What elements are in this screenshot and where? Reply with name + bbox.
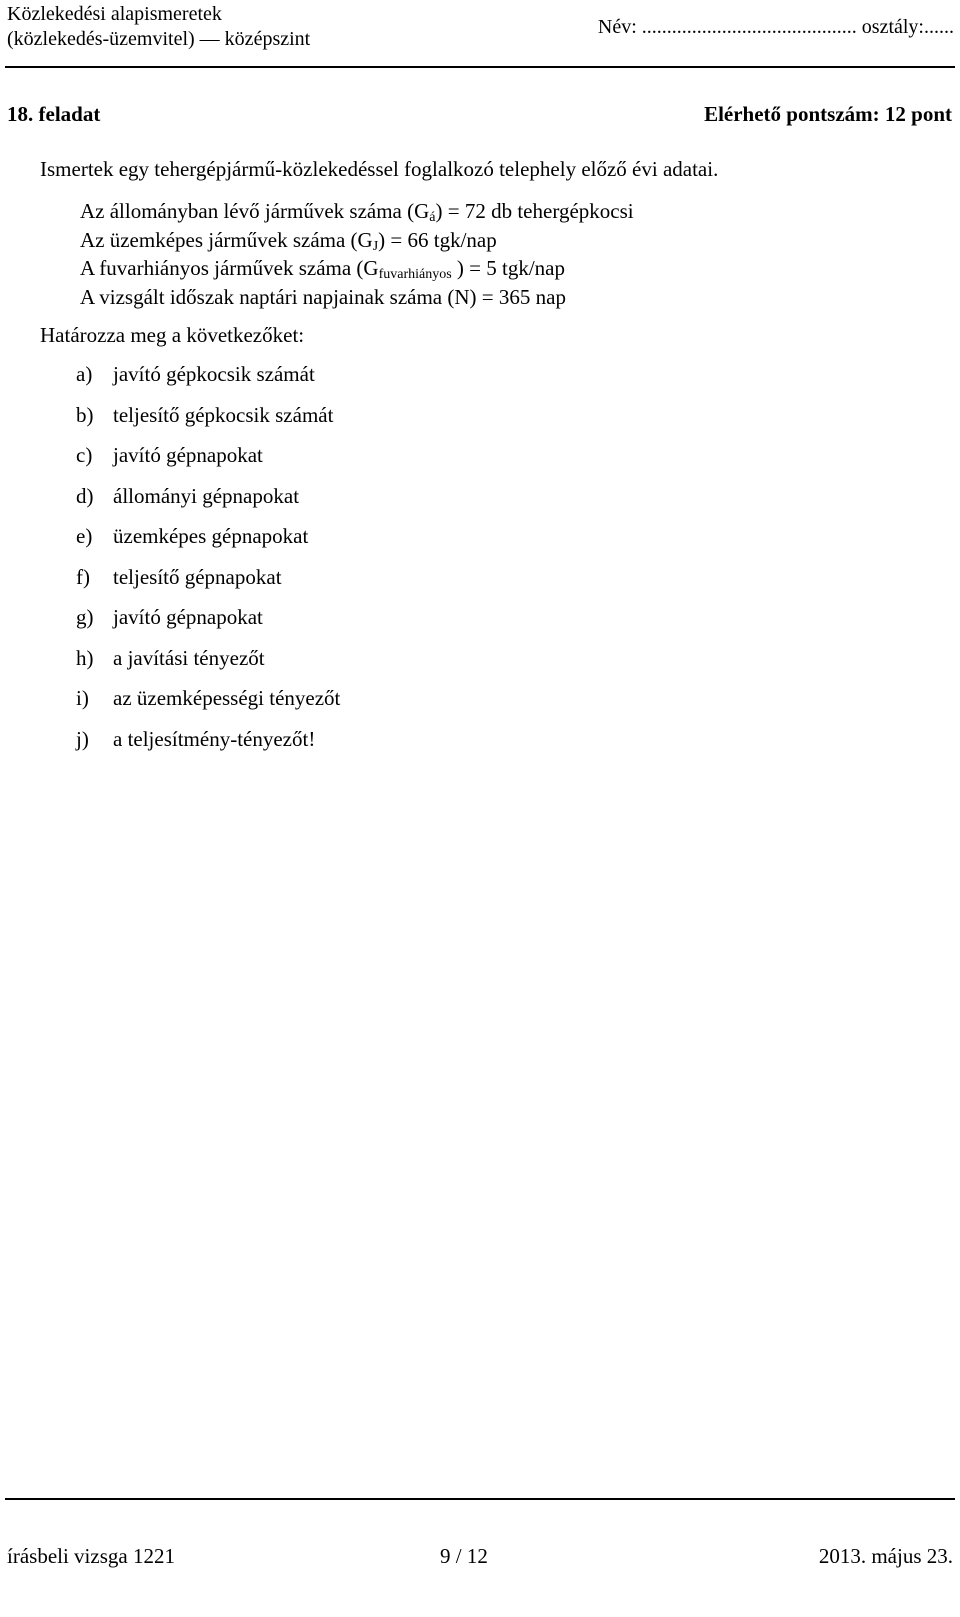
question-item: e) üzemképes gépnapokat — [76, 524, 309, 548]
given-data — [80, 197, 634, 311]
question-list — [76, 360, 340, 765]
question-item: f) teljesítő gépnapokat — [76, 564, 282, 589]
page-number: 9 / 12 — [440, 1544, 488, 1568]
task-prompt: Határozza meg a következőket: — [40, 323, 305, 347]
name-class-field: Név: ........................................... osztály:...... — [597, 16, 954, 38]
data-line-operational: Az üzemképes járművek száma $(G_J) = 66$ tgk/nap — [80, 227, 497, 254]
subject-level: (közlekedés-üzemvitel) — középszint — [7, 28, 311, 50]
header-divider — [5, 66, 955, 68]
question-item: h) a javítási tényezőt — [76, 645, 265, 670]
question-item: b) teljesítő gépkocsik számát — [76, 402, 334, 427]
question-item: d) állományi gépnapokat — [76, 483, 300, 508]
task-title: 18. feladat — [7, 102, 101, 126]
question-item: c) javító gépnapokat — [76, 443, 263, 467]
question-item: j) a teljesítmény-tényezőt! — [76, 726, 316, 751]
task-points: Elérhető pontszám: 12 pont — [704, 102, 952, 126]
header-subject — [7, 2, 310, 52]
question-item: a) javító gépkocsik számát — [76, 362, 315, 386]
data-line-fleet: Az állományban lévő járművek száma $(G_á) = 72$ db tehergépkocsi — [80, 199, 634, 225]
exam-code: írásbeli vizsga 1221 — [7, 1544, 175, 1568]
data-line-idle: A fuvarhiányos járművek száma ($G_{fuvarhiányos}$ ) = 5 tgk/nap — [80, 256, 565, 282]
exam-date: 2013. május 23. — [818, 1544, 953, 1568]
question-item: g) javító gépnapokat — [76, 605, 263, 629]
task-intro: Ismertek egy tehergépjármű-közlekedéssel foglalkozó telephely előző évi adatai. — [40, 157, 719, 181]
footer-divider — [5, 1498, 955, 1500]
question-item: i) az üzemképességi tényezőt — [76, 686, 341, 710]
subject-title: Közlekedési alapismeretek — [7, 3, 222, 25]
data-line-days: A vizsgált időszak naptári napjainak száma (N) = 365 nap — [80, 284, 566, 309]
